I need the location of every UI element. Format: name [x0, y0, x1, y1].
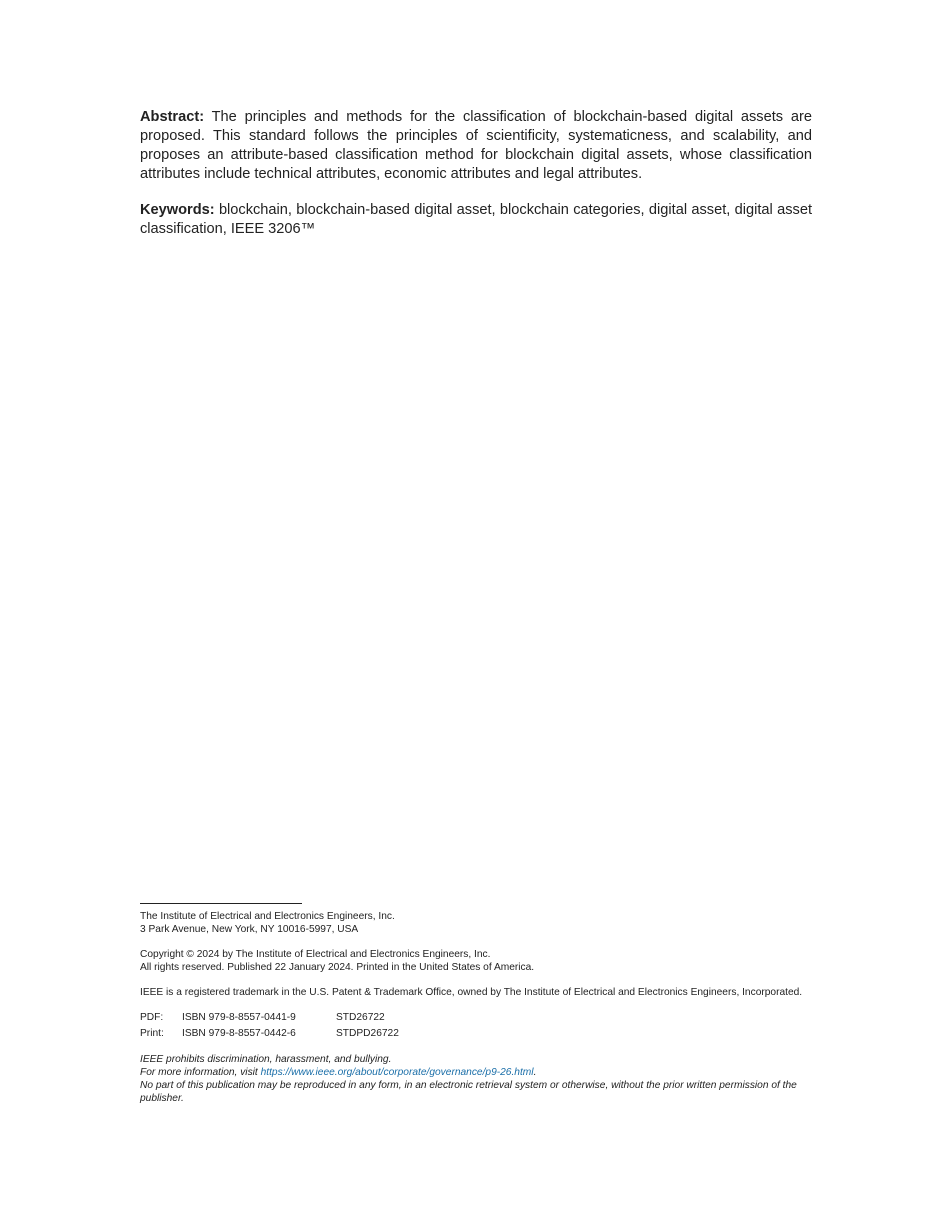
footer [140, 903, 812, 1117]
abstract-text: The principles and methods for the classification of blockchain-based digital assets are proposed. This standard follows the principles of scientificity, systematicness, and scalability, and proposes an attribute-based classification method for blockchain digital assets, whose classification attributes include technical attributes, economic attributes and legal attributes. [140, 109, 812, 182]
info-suffix: . [533, 1067, 537, 1078]
reproduction-notice: No part of this publication may be reproduced in any form, in an electronic retrieval system or otherwise, without the prior written permission of the publisher. [140, 1080, 797, 1104]
isbn-code: STD26722 [336, 1012, 385, 1023]
isbn-format: PDF: [140, 1012, 164, 1023]
trademark-block [140, 986, 812, 999]
keywords-text: blockchain, blockchain-based digital asset, blockchain categories, digital asset, digital asset classification, IEEE 3206™ [140, 202, 812, 237]
abstract-label: Abstract: [140, 109, 205, 125]
info-line [140, 1066, 812, 1079]
abstract-paragraph [140, 108, 812, 184]
isbn-code: STDPD26722 [336, 1028, 399, 1039]
isbn-block [140, 1011, 812, 1043]
policy-block [140, 1053, 812, 1105]
main-content [140, 108, 812, 239]
isbn-format: Print: [140, 1028, 164, 1039]
publisher-block [140, 910, 812, 936]
policy-link[interactable]: https://www.ieee.org/about/corporate/governance/p9-26.html [260, 1067, 534, 1078]
copyright-line: Copyright © 2024 by The Institute of Electrical and Electronics Engineers, Inc. [140, 949, 491, 960]
policy-line: IEEE prohibits discrimination, harassment, and bullying. [140, 1054, 392, 1065]
isbn-row-print [140, 1027, 812, 1043]
publisher-address: 3 Park Avenue, New York, NY 10016-5997, USA [140, 924, 359, 935]
trademark-text: IEEE is a registered trademark in the U.S. Patent & Trademark Office, owned by The Institute of Electrical and Electronics Engineers, Incorporated. [140, 987, 803, 998]
publisher-name: The Institute of Electrical and Electronics Engineers, Inc. [140, 911, 395, 922]
keywords-paragraph [140, 201, 812, 239]
rights-line: All rights reserved. Published 22 January 2024. Printed in the United States of America. [140, 962, 535, 973]
copyright-block [140, 948, 812, 974]
isbn-number: ISBN 979-8-8557-0441-9 [182, 1012, 296, 1023]
isbn-number: ISBN 979-8-8557-0442-6 [182, 1028, 296, 1039]
keywords-label: Keywords: [140, 202, 215, 218]
isbn-row-pdf [140, 1011, 812, 1027]
info-prefix: For more information, visit [140, 1067, 261, 1078]
footer-divider [140, 903, 302, 904]
